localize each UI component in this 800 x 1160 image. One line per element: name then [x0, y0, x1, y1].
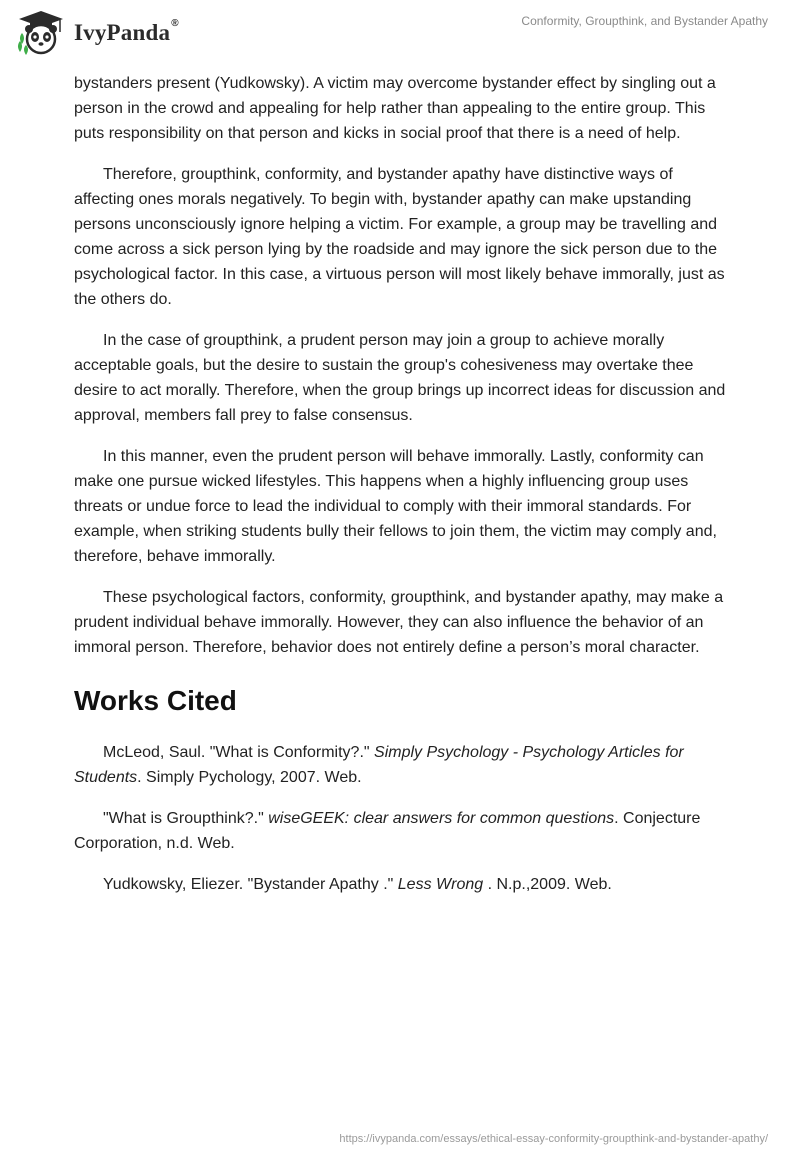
- paragraph-1: bystanders present (Yudkowsky). A victim may overcome bystander effect by singling out a person in the crowd and appealing for help rather than appealing to the entire group. This puts responsibility on that person and kicks in social proof that there is a need of help.: [74, 75, 716, 142]
- citation-publication: . Conjecture Corporation, n.d. Web.: [74, 810, 701, 852]
- page-header: [0, 0, 800, 64]
- citation-item: [74, 806, 734, 856]
- document-body: [74, 71, 734, 913]
- citation-item: [74, 872, 734, 897]
- citation-source-title: wiseGEEK: clear answers for common questions: [268, 810, 615, 827]
- citation-source-title: Less Wrong: [397, 876, 484, 893]
- brand-logo[interactable]: [16, 8, 179, 58]
- citation-author: Yudkowsky, Eliezer. "Bystander Apathy .": [103, 876, 398, 893]
- paragraph-3: In the case of groupthink, a prudent person may join a group to achieve morally acceptable goals, but the desire to sustain the group's cohesiveness may overtake thee desire to act morally. Therefore, when the group brings up incorrect ideas for discussion and approval, members fall prey to false consensus.: [74, 332, 726, 424]
- citation-author: McLeod, Saul. "What is Conformity?.": [103, 744, 375, 761]
- source-url[interactable]: https://ivypanda.com/essays/ethical-essay-conformity-groupthink-and-bystander-apathy/: [339, 1133, 768, 1145]
- document-title: Conformity, Groupthink, and Bystander Apathy: [521, 14, 768, 28]
- panda-graduate-icon: [16, 8, 66, 58]
- paragraph-5: These psychological factors, conformity, groupthink, and bystander apathy, may make a prudent individual behave immorally. However, they can also influence the behavior of an immoral person. Therefore, behavior does not entirely define a person’s moral character.: [74, 589, 724, 656]
- paragraph-2: Therefore, groupthink, conformity, and bystander apathy have distinctive ways of affecting ones morals negatively. To begin with, bystander apathy can make upstanding persons unconsciously ignore helping a victim. For example, a group may be travelling and come across a sick person lying by the roadside and may ignore the sick person due to the psychological factor. In this case, a virtuous person will most likely behave immorally, just as the others do.: [74, 166, 725, 308]
- citation-source-title: Simply Psychology - Psychology Articles for Students: [74, 744, 684, 786]
- citation-publication: . Simply Pychology, 2007. Web.: [137, 769, 362, 786]
- paragraph-4: In this manner, even the prudent person will behave immorally. Lastly, conformity can make one pursue wicked lifestyles. This happens when a highly influencing group uses threats or undue force to lead the individual to comply with their immoral standards. For example, when striking students bully their fellows to join them, the victim may comply and, therefore, behave immorally.: [74, 448, 717, 565]
- brand-name: [74, 20, 179, 46]
- citation-publication: . N.p.,2009. Web.: [483, 876, 612, 893]
- works-cited-heading: Works Cited: [74, 685, 237, 716]
- citation-item: [74, 740, 734, 790]
- citation-author: "What is Groupthink?.": [103, 810, 269, 827]
- registered-mark: ®: [171, 18, 179, 29]
- brand-name-text: IvyPanda: [74, 20, 171, 45]
